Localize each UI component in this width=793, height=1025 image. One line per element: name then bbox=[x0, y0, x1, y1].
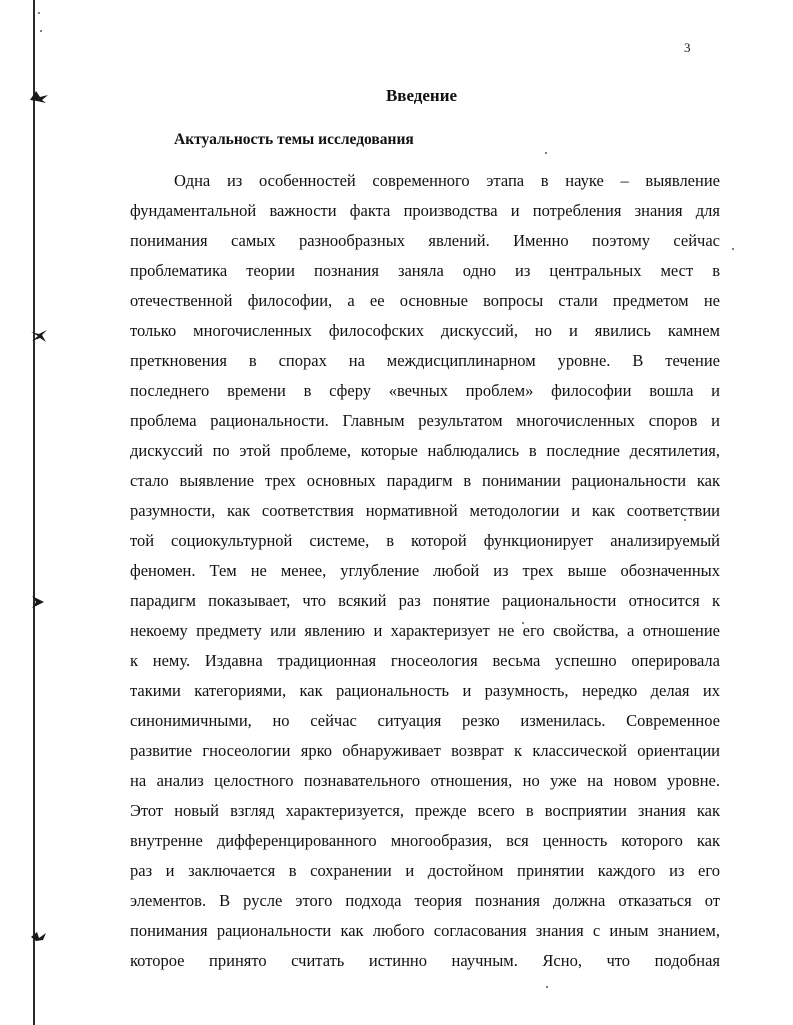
text-line: понимания рациональности как любого согласования знания с иным знанием, bbox=[130, 921, 720, 940]
text-line: той социокультурной системе, в которой функционирует анализируемый bbox=[130, 531, 720, 550]
text-line: дискуссий по этой проблеме, которые наблюдались в последние десятилетия, bbox=[130, 441, 720, 460]
text-line: стало выявление трех основных парадигм в понимании рациональности как bbox=[130, 471, 720, 490]
binding-clip-mark-icon bbox=[28, 594, 50, 610]
text-line: феномен. Тем не менее, углубление любой из трех выше обозначенных bbox=[130, 561, 720, 580]
text-line: последнего времени в сферу «вечных проблем» философии вошла и bbox=[130, 381, 720, 400]
text-line: фундаментальной важности факта производства и потребления знания для bbox=[130, 201, 720, 220]
binding-edge bbox=[33, 0, 35, 1025]
scan-speck bbox=[38, 12, 40, 14]
text-line: на анализ целостного познавательного отношения, но уже на новом уровне. bbox=[130, 771, 720, 790]
page-number: 3 bbox=[684, 40, 691, 55]
binding-clip-mark-icon bbox=[28, 928, 50, 944]
text-line: Этот новый взгляд характеризуется, прежде всего в восприятии знания как bbox=[130, 801, 720, 820]
text-line: понимания самых разнообразных явлений. Именно поэтому сейчас bbox=[130, 231, 720, 250]
text-line: проблема рациональности. Главным результатом многочисленных споров и bbox=[130, 411, 720, 430]
section-subtitle: Актуальность темы исследования bbox=[174, 131, 414, 148]
text-line: такими категориями, как рациональность и разумность, нередко делая их bbox=[130, 681, 720, 700]
text-line: которое принято считать истинно научным. Ясно, что подобная bbox=[130, 951, 720, 970]
page-title: Введение bbox=[385, 86, 458, 105]
scan-speck bbox=[545, 152, 547, 154]
scan-speck bbox=[546, 986, 548, 988]
text-line: некоему предмету или явлению и характеризует не его свойства, а отношение bbox=[130, 621, 720, 640]
text-line: элементов. В русле этого подхода теория познания должна отказаться от bbox=[130, 891, 720, 910]
text-line: преткновения в спорах на междисциплинарном уровне. В течение bbox=[130, 351, 720, 370]
text-line: разумности, как соответствия нормативной методологии и как соответствии bbox=[130, 501, 720, 520]
text-line: развитие гносеологии ярко обнаруживает возврат к классической ориентации bbox=[130, 741, 720, 760]
scan-speck bbox=[40, 30, 42, 32]
text-line: к нему. Издавна традиционная гносеология весьма успешно оперировала bbox=[130, 651, 720, 670]
text-line: отечественной философии, а ее основные вопросы стали предметом не bbox=[130, 291, 720, 310]
text-line: проблематика теории познания заняла одно из центральных мест в bbox=[130, 261, 720, 280]
body-paragraph bbox=[130, 169, 720, 979]
binding-clip-mark-icon bbox=[28, 328, 50, 344]
text-line: раз и заключается в сохранении и достойном принятии каждого из его bbox=[130, 861, 720, 880]
text-line: внутренне дифференцированного многообразия, вся ценность которого как bbox=[130, 831, 720, 850]
text-line: только многочисленных философских дискуссий, но и явились камнем bbox=[130, 321, 720, 340]
scan-speck bbox=[732, 248, 734, 250]
text-line: парадигм показывает, что всякий раз понятие рациональности относится к bbox=[130, 591, 720, 610]
text-line: синонимичными, но сейчас ситуация резко изменилась. Современное bbox=[130, 711, 720, 730]
text-line: Одна из особенностей современного этапа в науке – выявление bbox=[174, 171, 720, 190]
